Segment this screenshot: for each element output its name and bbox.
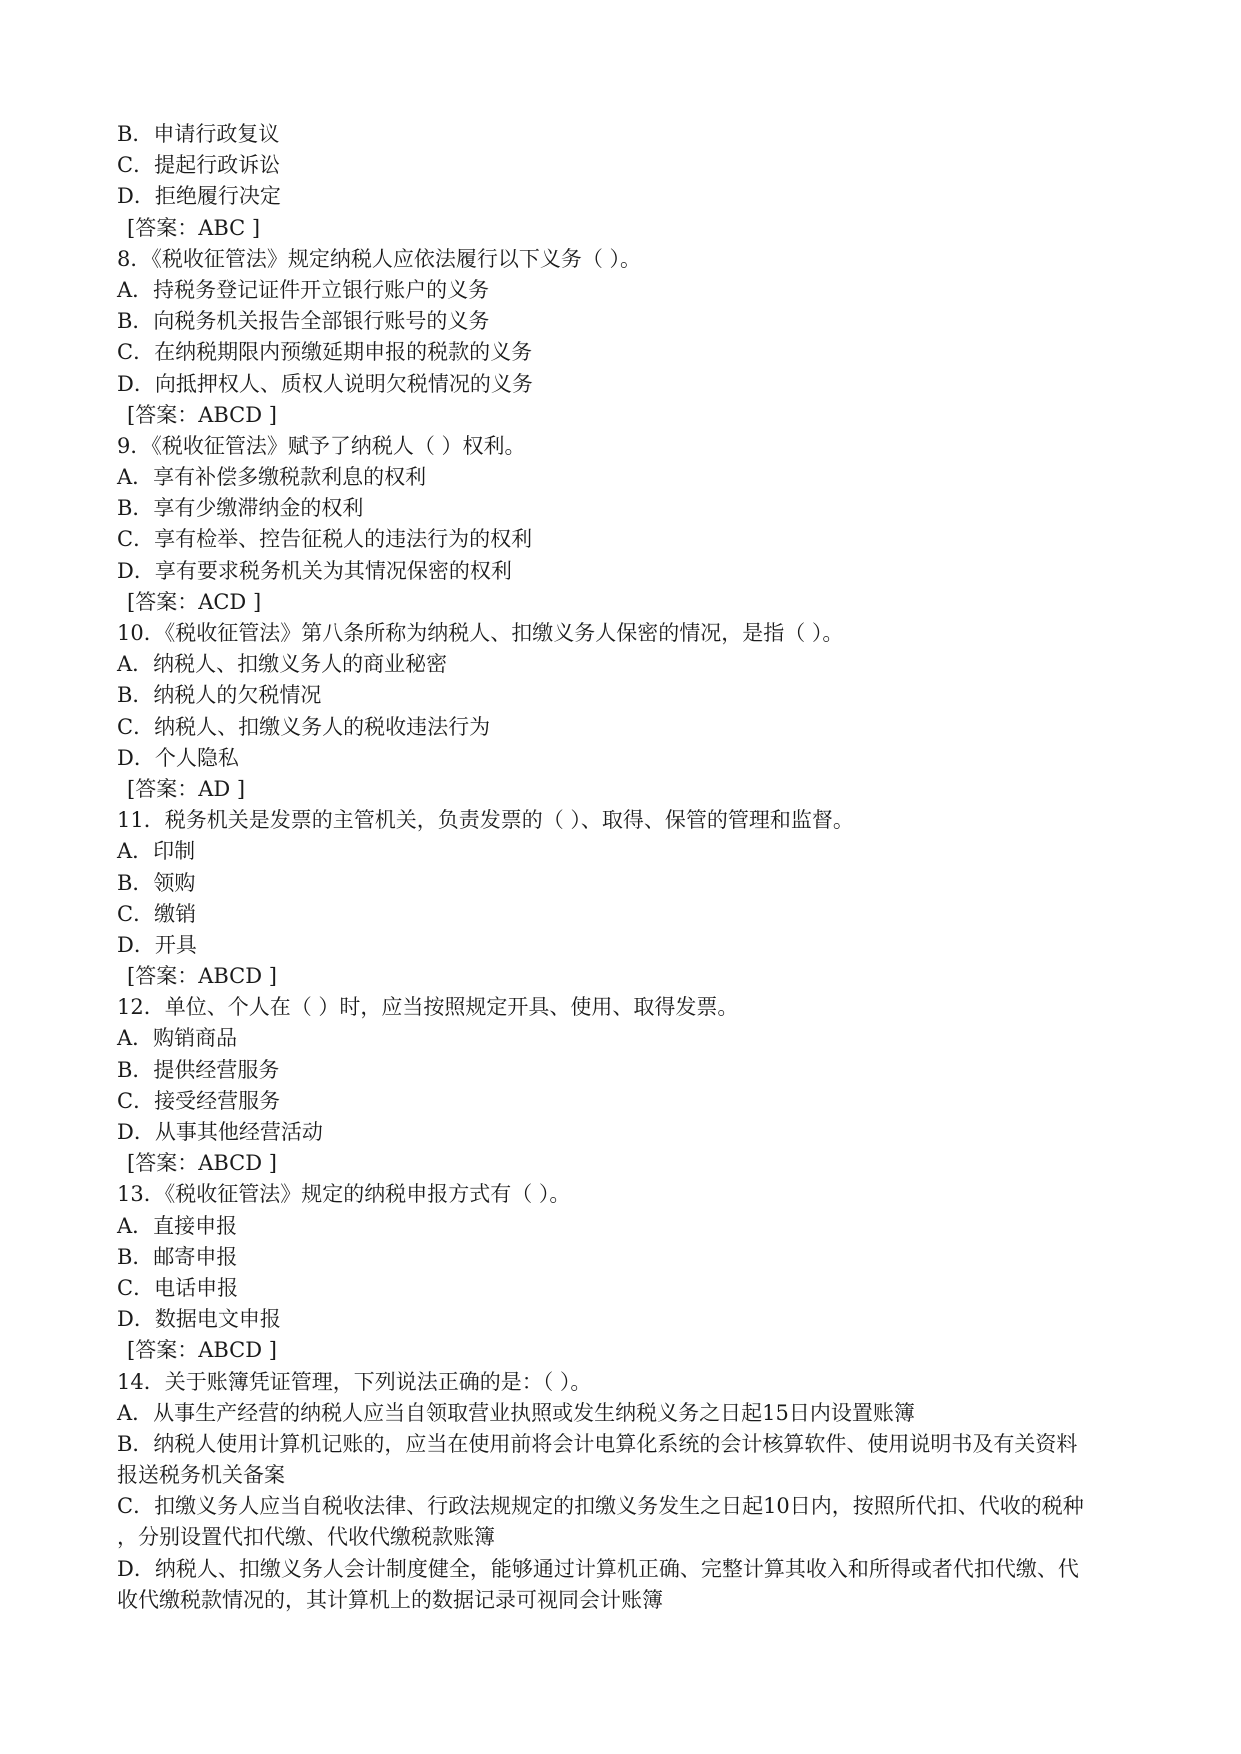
option-line: A．享有补偿多缴税款利息的权利 <box>117 465 427 490</box>
option-line: C．提起行政诉讼 <box>117 153 281 178</box>
option-line: A．印制 <box>117 839 196 864</box>
answer-line: [答案：ABCD ] <box>127 1338 277 1363</box>
option-line: D．开具 <box>117 932 197 957</box>
option-line: B．享有少缴滞纳金的权利 <box>117 496 364 521</box>
option-line: B．领购 <box>117 870 196 895</box>
answer-line: [答案：ABCD ] <box>127 402 277 427</box>
option-line: A．购销商品 <box>117 1026 238 1051</box>
option-line: D．纳税人、扣缴义务人会计制度健全，能够通过计算机正确、完整计算其收入和所得或者代扣代缴、代 <box>117 1556 1079 1581</box>
answer-line: [答案：ABCD ] <box>127 964 277 989</box>
option-line: A．持税务登记证件开立银行账户的义务 <box>117 277 490 302</box>
option-line: C．缴销 <box>117 901 197 926</box>
question-line: 13．《税收征管法》规定的纳税申报方式有（ ）。 <box>117 1182 571 1207</box>
option-line: ，分别设置代扣代缴、代收代缴税款账簿 <box>117 1525 495 1550</box>
option-line: B．申请行政复议 <box>117 122 280 146</box>
option-line: D．向抵押权人、质权人说明欠税情况的义务 <box>117 371 533 396</box>
question-line: 12．单位、个人在（ ）时，应当按照规定开具、使用、取得发票。 <box>117 995 739 1020</box>
option-line: 报送税务机关备案 <box>117 1463 285 1488</box>
option-line: C．扣缴义务人应当自税收法律、行政法规规定的扣缴义务发生之日起10日内，按照所代扣、代收的税种 <box>117 1494 1084 1519</box>
option-line: C．纳税人、扣缴义务人的税收违法行为 <box>117 714 491 739</box>
question-line: 11．税务机关是发票的主管机关，负责发票的（ ）、取得、保管的管理和监督。 <box>117 808 854 833</box>
option-line: D．拒绝履行决定 <box>117 184 281 209</box>
option-line: B．纳税人的欠税情况 <box>117 683 322 708</box>
option-line: B．向税务机关报告全部银行账号的义务 <box>117 309 490 334</box>
question-line: 9．《税收征管法》赋予了纳税人（ ）权利。 <box>117 433 526 458</box>
question-line: 10．《税收征管法》第八条所称为纳税人、扣缴义务人保密的情况，是指（ ）。 <box>117 621 844 645</box>
option-line: B．提供经营服务 <box>117 1057 280 1082</box>
question-line: 8．《税收征管法》规定纳税人应依法履行以下义务（ ）。 <box>117 246 642 271</box>
answer-line: [答案：ABCD ] <box>127 1151 277 1176</box>
option-line: D．数据电文申报 <box>117 1307 281 1332</box>
option-line: D．从事其他经营活动 <box>117 1120 323 1144</box>
question-line: 14．关于账簿凭证管理，下列说法正确的是：（ ）。 <box>117 1369 592 1394</box>
option-line: C．享有检举、控告征税人的违法行为的权利 <box>117 527 533 552</box>
option-line: C．接受经营服务 <box>117 1088 281 1113</box>
option-line: D．个人隐私 <box>117 745 239 770</box>
option-line: 收代缴税款情况的，其计算机上的数据记录可视同会计账簿 <box>117 1587 663 1612</box>
answer-line: [答案：AD ] <box>127 776 246 801</box>
option-line: D．享有要求税务机关为其情况保密的权利 <box>117 558 512 583</box>
option-line: C．电话申报 <box>117 1275 239 1300</box>
option-line: A．纳税人、扣缴义务人的商业秘密 <box>117 652 448 677</box>
document-body <box>117 119 1127 1616</box>
answer-line: [答案：ABC ] <box>127 215 261 240</box>
option-line: A．直接申报 <box>117 1213 238 1238</box>
answer-line: [答案：ACD ] <box>127 589 262 614</box>
option-line: A．从事生产经营的纳税人应当自领取营业执照或发生纳税义务之日起15日内设置账簿 <box>117 1400 915 1425</box>
option-line: B．邮寄申报 <box>117 1244 238 1269</box>
option-line: B．纳税人使用计算机记账的，应当在使用前将会计电算化系统的会计核算软件、使用说明书及有关资料 <box>117 1431 1078 1456</box>
option-line: C．在纳税期限内预缴延期申报的税款的义务 <box>117 340 533 365</box>
